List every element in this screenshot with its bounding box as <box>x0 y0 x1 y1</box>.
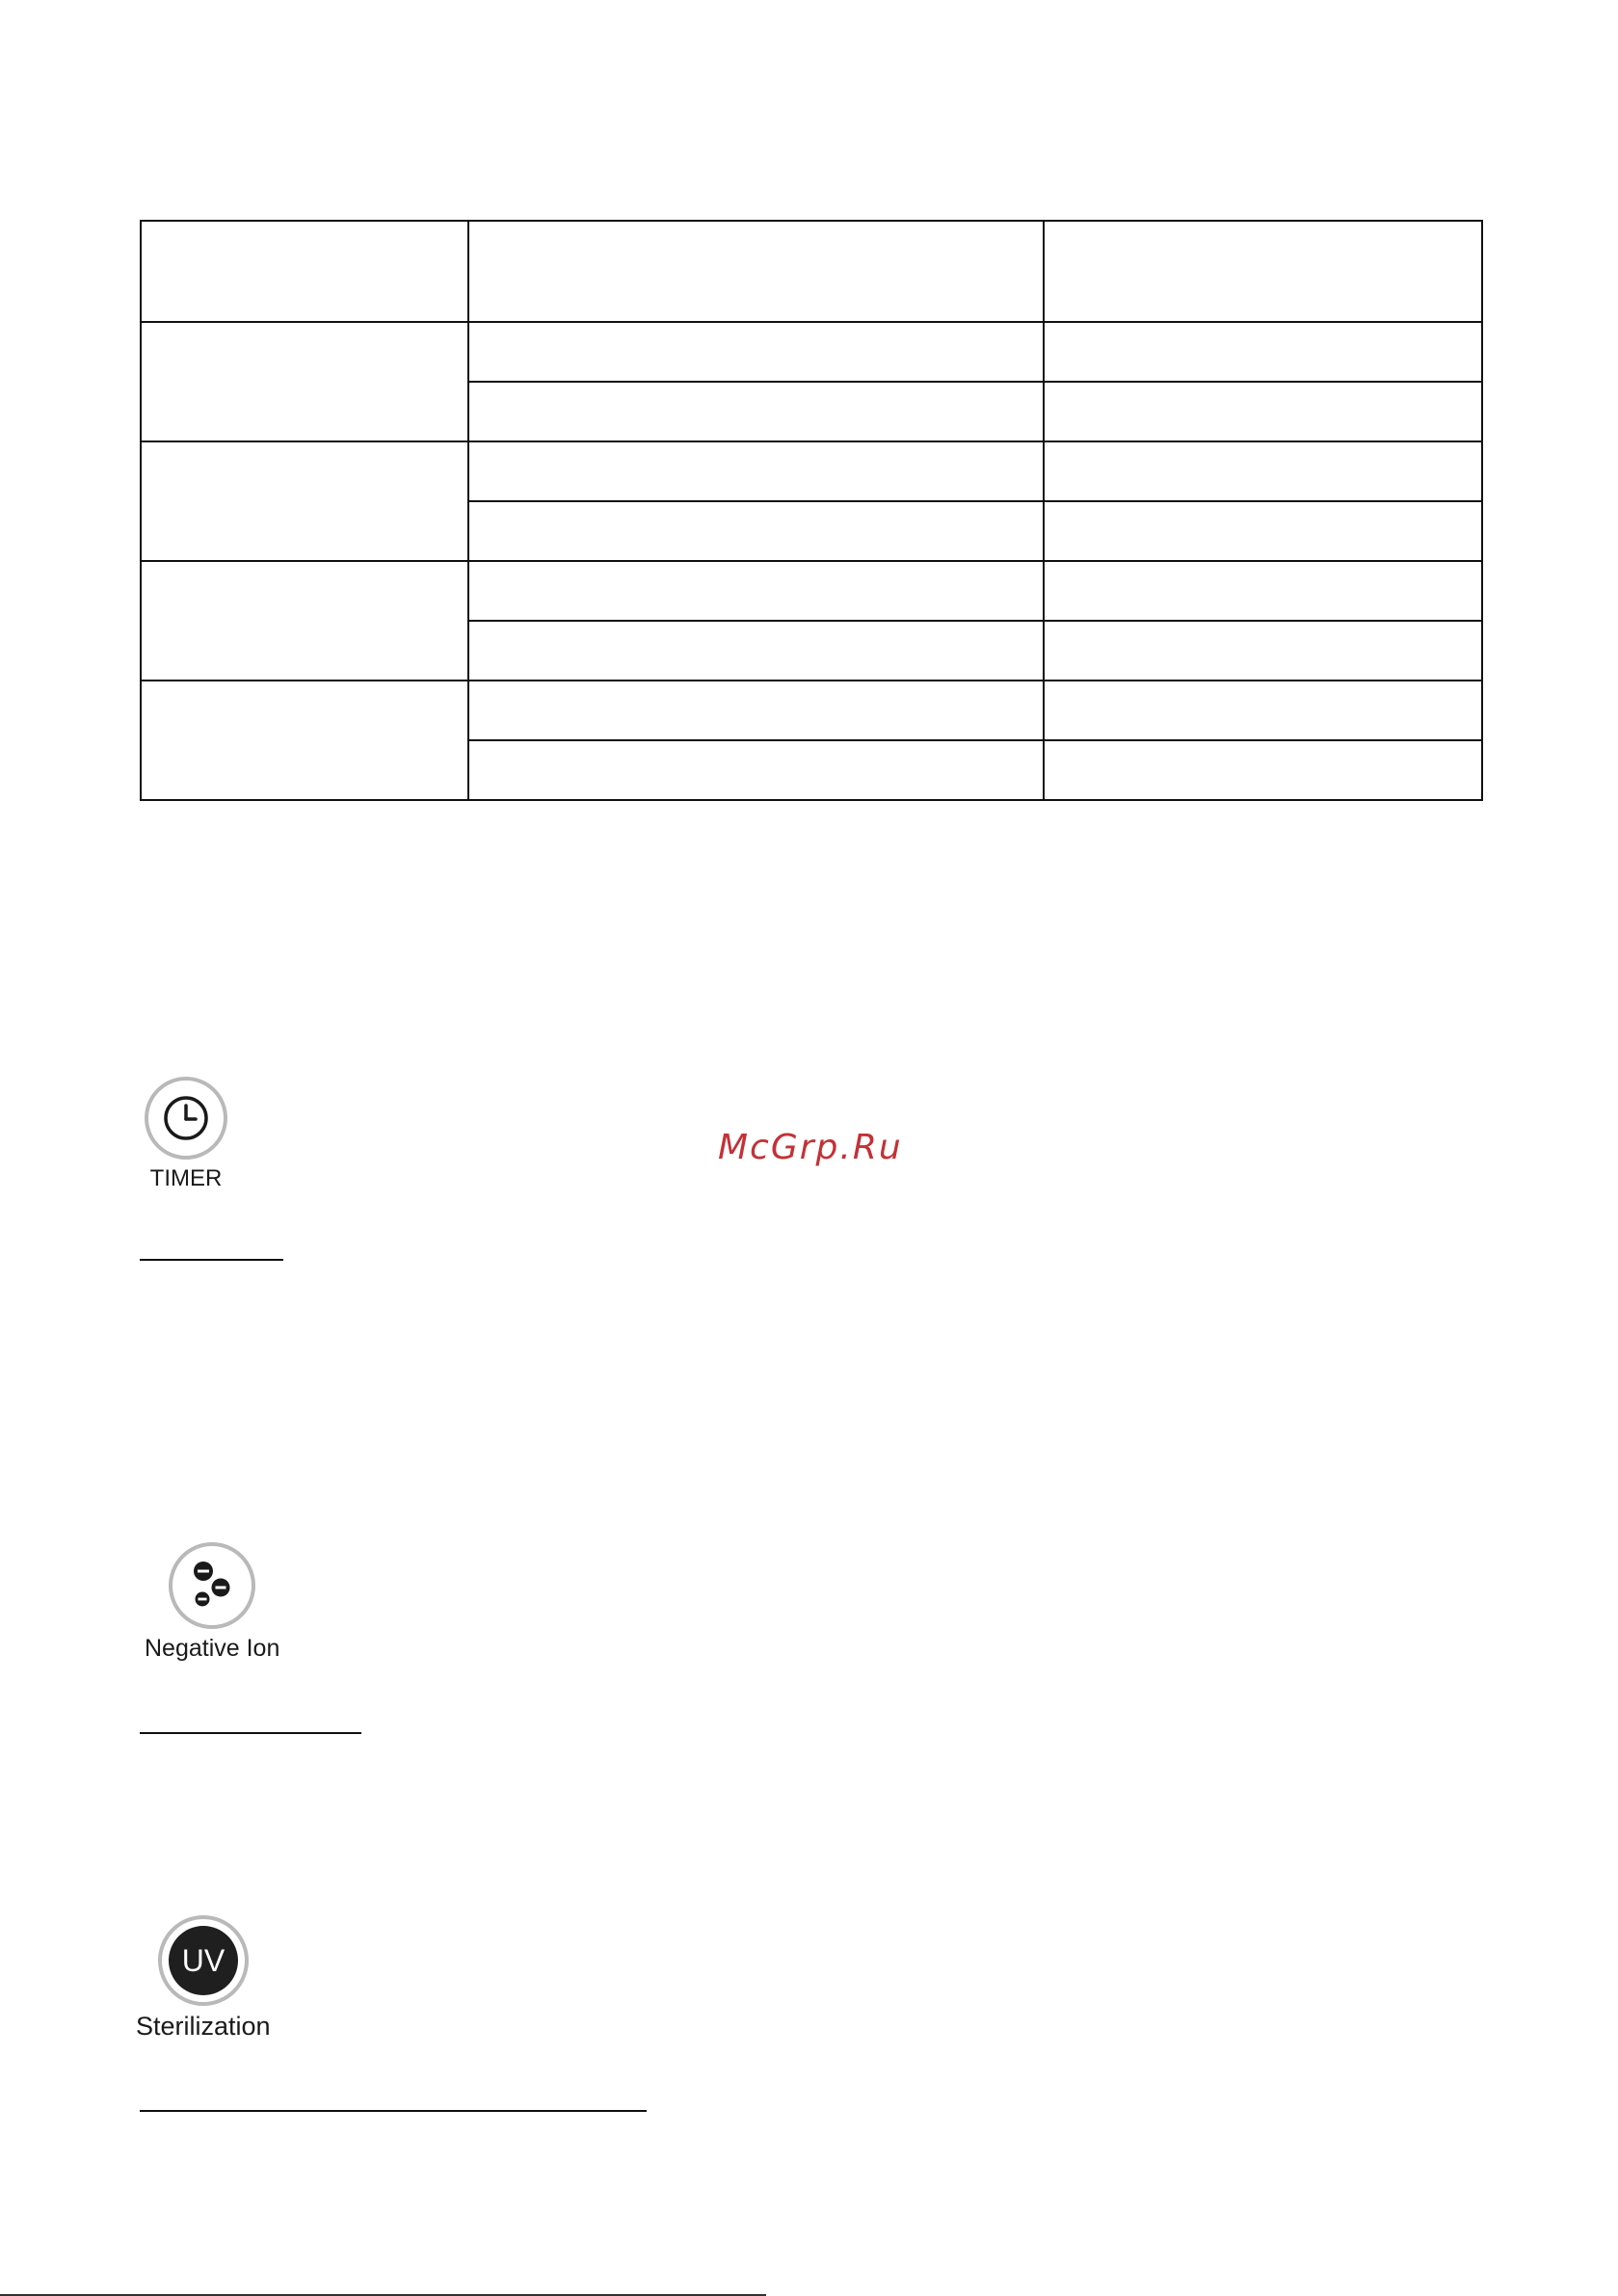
table-row <box>141 322 1482 382</box>
watermark: McGrp.Ru <box>718 1128 903 1167</box>
timer-button[interactable] <box>145 1077 227 1192</box>
table-group-cell <box>141 322 468 441</box>
table-cell <box>1044 740 1482 800</box>
table-cell <box>468 621 1044 681</box>
table-header-row <box>141 221 1482 322</box>
uv-icon-ring <box>158 1915 249 2006</box>
negative-ion-icon <box>181 1555 243 1616</box>
table-cell <box>468 740 1044 800</box>
section-underline <box>140 2110 647 2112</box>
table-header-cell <box>468 221 1044 322</box>
uv-icon-text: UV <box>181 1943 225 1978</box>
table-group-cell <box>141 441 468 561</box>
table-cell <box>468 501 1044 561</box>
table-cell <box>1044 561 1482 621</box>
table-group-cell <box>141 561 468 681</box>
table-cell <box>1044 322 1482 382</box>
table-cell <box>1044 621 1482 681</box>
uv-label: Sterilization <box>136 2012 271 2041</box>
negative-ion-icon-ring <box>169 1542 255 1629</box>
table-cell <box>468 441 1044 501</box>
negative-ion-label: Negative Ion <box>145 1635 280 1662</box>
section-underline <box>140 1259 283 1261</box>
table-cell <box>1044 382 1482 441</box>
uv-sterilization-button[interactable] <box>136 1915 271 2042</box>
table-header-cell <box>1044 221 1482 322</box>
table-cell <box>468 382 1044 441</box>
table-cell <box>468 561 1044 621</box>
table-cell <box>468 322 1044 382</box>
uv-icon <box>166 1923 241 1998</box>
table-row <box>141 441 1482 501</box>
table-group-cell <box>141 681 468 800</box>
table-header-cell <box>141 221 468 322</box>
negative-ion-button[interactable] <box>145 1542 279 1663</box>
timer-label: TIMER <box>149 1165 223 1191</box>
table-cell <box>468 681 1044 740</box>
section-underline <box>140 1732 361 1734</box>
table-cell <box>1044 441 1482 501</box>
timer-icon-ring <box>145 1077 227 1160</box>
table-cell <box>1044 681 1482 740</box>
table-cell <box>1044 501 1482 561</box>
spec-table <box>140 220 1483 801</box>
table-row <box>141 681 1482 740</box>
clock-icon <box>161 1093 211 1143</box>
table-row <box>141 561 1482 621</box>
